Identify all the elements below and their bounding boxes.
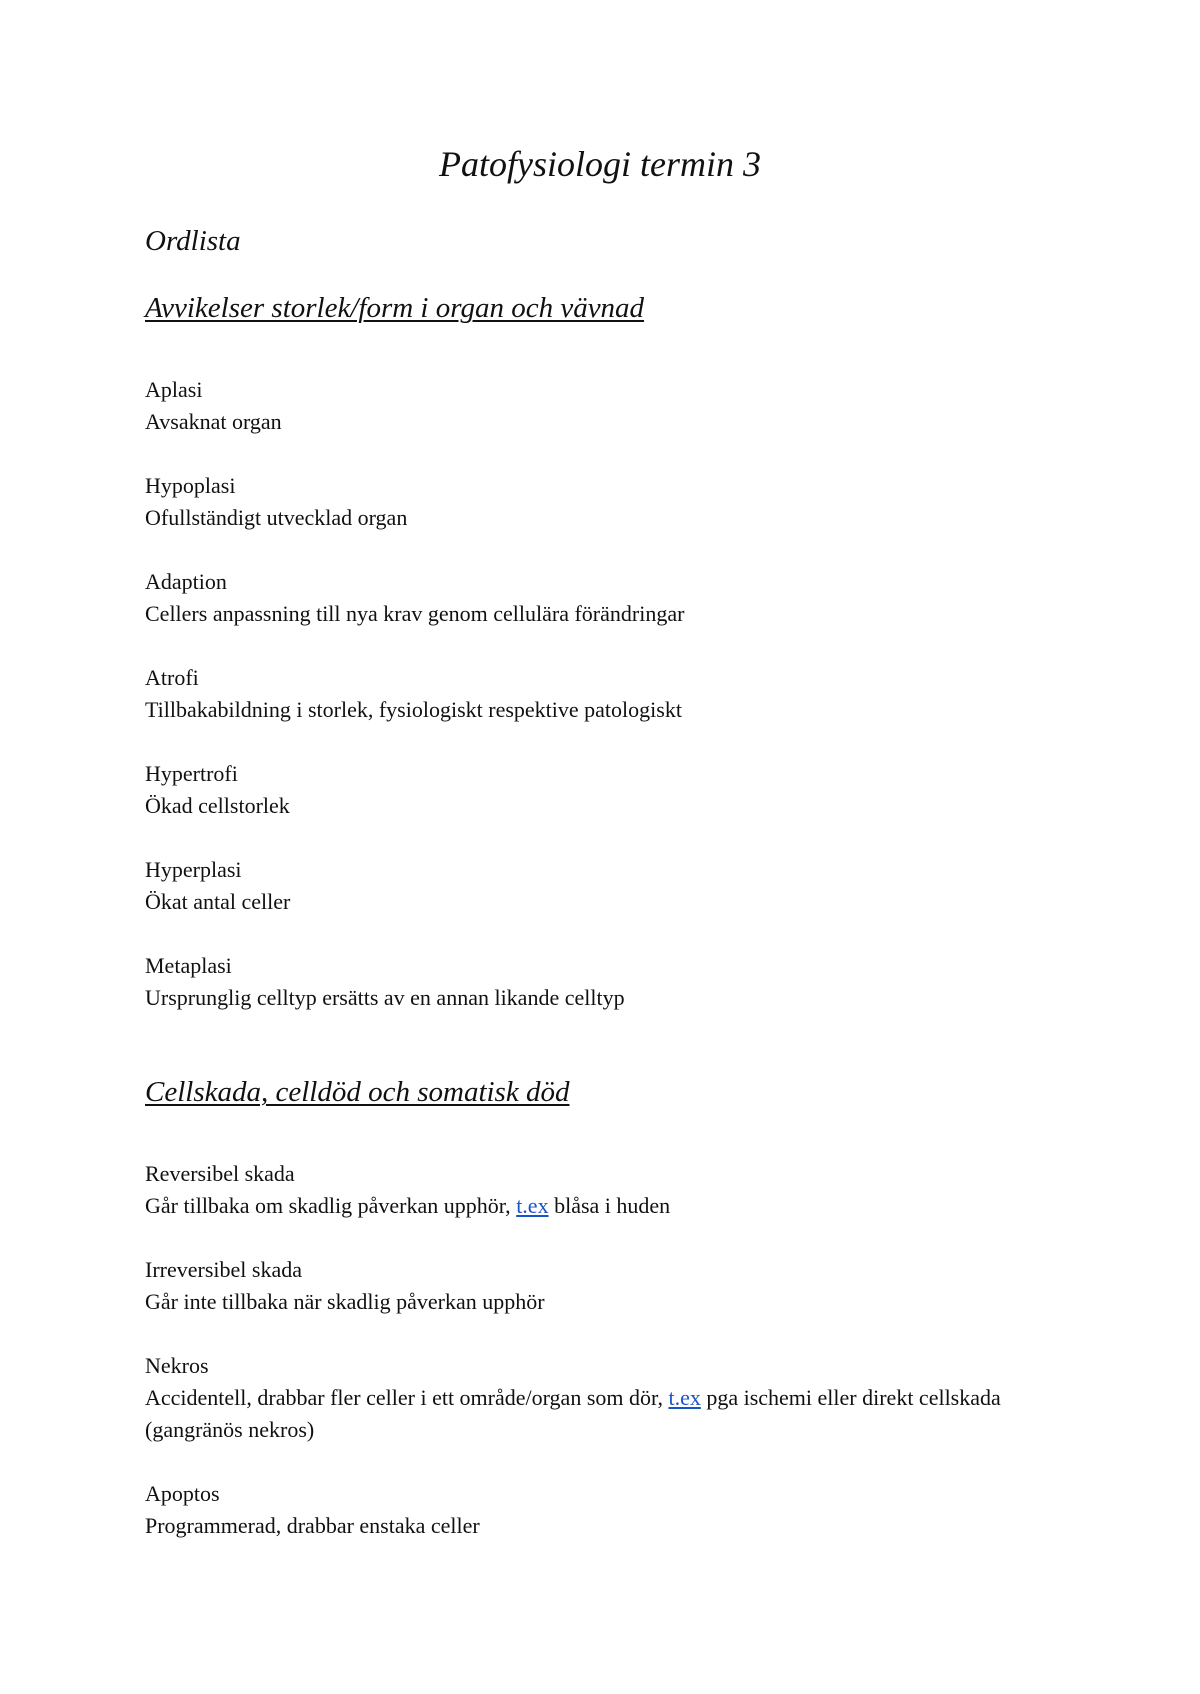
definition-text: pga ischemi eller direkt cellskada (gangränös nekros) bbox=[145, 1385, 1001, 1442]
glossary-entry bbox=[145, 1350, 1075, 1446]
glossary-definition bbox=[145, 1190, 1075, 1222]
glossary-entry bbox=[145, 950, 1075, 1014]
glossary-definition: Tillbakabildning i storlek, fysiologiskt respektive patologiskt bbox=[145, 697, 682, 722]
glossary-term: Adaption bbox=[145, 569, 227, 594]
glossary-definition: Ökat antal celler bbox=[145, 889, 291, 914]
glossary-definition: Avsaknat organ bbox=[145, 409, 282, 434]
glossary-term: Reversibel skada bbox=[145, 1161, 295, 1186]
glossary-definition: Cellers anpassning till nya krav genom cellulära förändringar bbox=[145, 601, 685, 626]
glossary-entry bbox=[145, 662, 1075, 726]
section-heading-avvikelser: Avvikelser storlek/form i organ och vävnad bbox=[145, 292, 645, 324]
glossary-definition: Ofullständigt utvecklad organ bbox=[145, 505, 408, 530]
definition-text: Går tillbaka om skadlig påverkan upphör, bbox=[145, 1193, 517, 1218]
definition-text: blåsa i huden bbox=[548, 1193, 671, 1218]
glossary-entry bbox=[145, 470, 1075, 534]
glossary-definition: Programmerad, drabbar enstaka celler bbox=[145, 1513, 480, 1538]
document-subtitle: Ordlista bbox=[145, 225, 241, 257]
glossary-term: Metaplasi bbox=[145, 953, 232, 978]
glossary-entry bbox=[145, 374, 1075, 438]
glossary-definition: Ökad cellstorlek bbox=[145, 793, 290, 818]
glossary-definition: Ursprunglig celltyp ersätts av en annan likande celltyp bbox=[145, 985, 625, 1010]
section-heading-cellskada: Cellskada, celldöd och somatisk död bbox=[145, 1076, 570, 1108]
glossary-entry bbox=[145, 1158, 1075, 1222]
glossary-entry bbox=[145, 758, 1075, 822]
glossary-term: Apoptos bbox=[145, 1481, 220, 1506]
glossary-term: Atrofi bbox=[145, 665, 199, 690]
glossary-list-cellskada bbox=[145, 1158, 1075, 1574]
definition-text: Accidentell, drabbar fler celler i ett område/organ som dör, bbox=[145, 1385, 669, 1410]
glossary-term: Nekros bbox=[145, 1353, 209, 1378]
glossary-entry bbox=[145, 566, 1075, 630]
glossary-definition: Går inte tillbaka när skadlig påverkan upphör bbox=[145, 1289, 545, 1314]
glossary-term: Aplasi bbox=[145, 377, 203, 402]
glossary-entry bbox=[145, 1254, 1075, 1318]
glossary-list-avvikelser bbox=[145, 374, 1075, 1046]
glossary-term: Hypoplasi bbox=[145, 473, 236, 498]
glossary-term: Hypertrofi bbox=[145, 761, 238, 786]
glossary-entry bbox=[145, 1478, 1075, 1542]
glossary-term: Irreversibel skada bbox=[145, 1257, 302, 1282]
document-title: Patofysiologi termin 3 bbox=[439, 144, 761, 184]
glossary-term: Hyperplasi bbox=[145, 857, 242, 882]
example-link[interactable]: t.ex bbox=[668, 1385, 701, 1410]
example-link[interactable]: t.ex bbox=[516, 1193, 549, 1218]
glossary-entry bbox=[145, 854, 1075, 918]
glossary-definition bbox=[145, 1382, 1075, 1446]
